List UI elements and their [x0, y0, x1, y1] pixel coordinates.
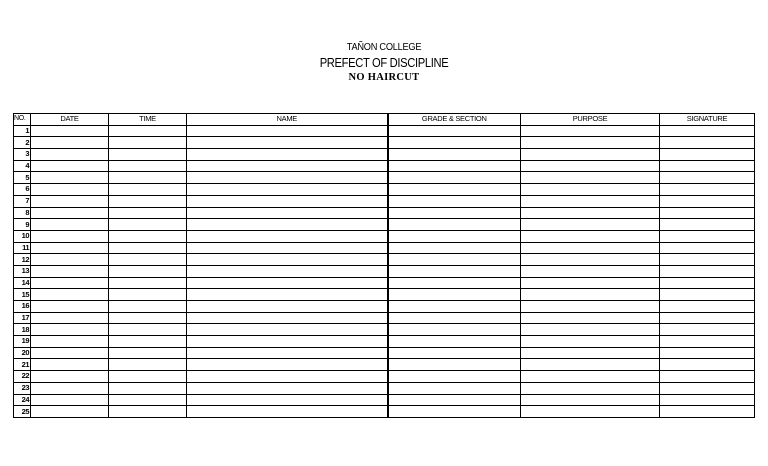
row-number: 8 [14, 207, 31, 219]
log-body [14, 125, 755, 417]
cell-purpose[interactable] [521, 137, 660, 149]
cell-time[interactable] [109, 242, 187, 254]
row-number: 23 [14, 382, 31, 394]
col-header-no: NO. [14, 114, 31, 126]
cell-time[interactable] [109, 324, 187, 336]
table-row [14, 289, 755, 301]
cell-purpose[interactable] [521, 382, 660, 394]
cell-purpose[interactable] [521, 195, 660, 207]
office-name: PREFECT OF DISCIPLINE [319, 55, 449, 70]
cell-purpose[interactable] [521, 301, 660, 313]
table-row [14, 301, 755, 313]
cell-name[interactable] [187, 125, 388, 137]
table-row [14, 184, 755, 196]
cell-date[interactable] [31, 382, 109, 394]
cell-time[interactable] [109, 312, 187, 324]
row-number: 1 [14, 125, 31, 137]
cell-date[interactable] [31, 172, 109, 184]
col-header-signature: SIGNATURE [660, 114, 755, 126]
table-row [14, 371, 755, 383]
cell-name[interactable] [187, 277, 388, 289]
cell-purpose[interactable] [521, 312, 660, 324]
row-number: 13 [14, 265, 31, 277]
table-row [14, 160, 755, 172]
row-number: 3 [14, 149, 31, 161]
cell-purpose[interactable] [521, 265, 660, 277]
row-number: 25 [14, 406, 31, 418]
cell-purpose[interactable] [521, 336, 660, 348]
cell-purpose[interactable] [521, 254, 660, 266]
cell-grade-section[interactable] [388, 207, 521, 219]
cell-name[interactable] [187, 184, 388, 196]
cell-date[interactable] [31, 230, 109, 242]
cell-grade-section[interactable] [388, 324, 521, 336]
cell-purpose[interactable] [521, 347, 660, 359]
cell-date[interactable] [31, 195, 109, 207]
cell-time[interactable] [109, 149, 187, 161]
row-number: 5 [14, 172, 31, 184]
cell-date[interactable] [31, 324, 109, 336]
cell-signature[interactable] [660, 394, 755, 406]
cell-grade-section[interactable] [388, 242, 521, 254]
cell-time[interactable] [109, 406, 187, 418]
cell-purpose[interactable] [521, 277, 660, 289]
cell-time[interactable] [109, 219, 187, 231]
cell-name[interactable] [187, 242, 388, 254]
cell-date[interactable] [31, 336, 109, 348]
col-header-date: DATE [31, 114, 109, 126]
cell-purpose[interactable] [521, 242, 660, 254]
table-row [14, 149, 755, 161]
cell-purpose[interactable] [521, 125, 660, 137]
cell-time[interactable] [109, 125, 187, 137]
cell-date[interactable] [31, 406, 109, 418]
cell-signature[interactable] [660, 207, 755, 219]
cell-purpose[interactable] [521, 160, 660, 172]
cell-date[interactable] [31, 359, 109, 371]
cell-time[interactable] [109, 265, 187, 277]
row-number: 17 [14, 312, 31, 324]
cell-signature[interactable] [660, 371, 755, 383]
cell-signature[interactable] [660, 219, 755, 231]
cell-signature[interactable] [660, 137, 755, 149]
table-row [14, 219, 755, 231]
cell-date[interactable] [31, 137, 109, 149]
cell-date[interactable] [31, 149, 109, 161]
table-row [14, 172, 755, 184]
cell-name[interactable] [187, 301, 388, 313]
cell-time[interactable] [109, 301, 187, 313]
cell-grade-section[interactable] [388, 277, 521, 289]
cell-date[interactable] [31, 371, 109, 383]
cell-signature[interactable] [660, 359, 755, 371]
cell-grade-section[interactable] [388, 301, 521, 313]
cell-signature[interactable] [660, 242, 755, 254]
cell-purpose[interactable] [521, 149, 660, 161]
cell-grade-section[interactable] [388, 382, 521, 394]
cell-time[interactable] [109, 347, 187, 359]
cell-grade-section[interactable] [388, 184, 521, 196]
cell-name[interactable] [187, 359, 388, 371]
col-header-time: TIME [109, 114, 187, 126]
cell-time[interactable] [109, 382, 187, 394]
cell-date[interactable] [31, 312, 109, 324]
cell-signature[interactable] [660, 324, 755, 336]
cell-date[interactable] [31, 301, 109, 313]
cell-grade-section[interactable] [388, 312, 521, 324]
cell-purpose[interactable] [521, 207, 660, 219]
table-row [14, 137, 755, 149]
cell-date[interactable] [31, 277, 109, 289]
table-row [14, 336, 755, 348]
cell-signature[interactable] [660, 125, 755, 137]
cell-time[interactable] [109, 160, 187, 172]
table-row [14, 207, 755, 219]
cell-signature[interactable] [660, 312, 755, 324]
table-row [14, 265, 755, 277]
table-row [14, 347, 755, 359]
row-number: 4 [14, 160, 31, 172]
cell-signature[interactable] [660, 195, 755, 207]
row-number: 6 [14, 184, 31, 196]
cell-purpose[interactable] [521, 359, 660, 371]
cell-grade-section[interactable] [388, 336, 521, 348]
table-row [14, 382, 755, 394]
cell-grade-section[interactable] [388, 137, 521, 149]
log-table [13, 113, 755, 418]
cell-date[interactable] [31, 394, 109, 406]
cell-purpose[interactable] [521, 371, 660, 383]
row-number: 21 [14, 359, 31, 371]
col-header-purpose: PURPOSE [521, 114, 660, 126]
table-row [14, 312, 755, 324]
table-row [14, 406, 755, 418]
cell-name[interactable] [187, 219, 388, 231]
row-number: 9 [14, 219, 31, 231]
cell-name[interactable] [187, 371, 388, 383]
form-title: NO HAIRCUT [348, 72, 420, 83]
cell-name[interactable] [187, 172, 388, 184]
cell-time[interactable] [109, 230, 187, 242]
row-number: 10 [14, 230, 31, 242]
cell-date[interactable] [31, 242, 109, 254]
cell-signature[interactable] [660, 172, 755, 184]
cell-date[interactable] [31, 125, 109, 137]
cell-time[interactable] [109, 277, 187, 289]
cell-grade-section[interactable] [388, 394, 521, 406]
cell-signature[interactable] [660, 406, 755, 418]
cell-name[interactable] [187, 347, 388, 359]
col-header-name: NAME [187, 114, 388, 126]
cell-name[interactable] [187, 265, 388, 277]
cell-signature[interactable] [660, 265, 755, 277]
cell-name[interactable] [187, 289, 388, 301]
cell-grade-section[interactable] [388, 265, 521, 277]
cell-name[interactable] [187, 160, 388, 172]
cell-signature[interactable] [660, 277, 755, 289]
cell-grade-section[interactable] [388, 371, 521, 383]
cell-name[interactable] [187, 312, 388, 324]
cell-grade-section[interactable] [388, 289, 521, 301]
row-number: 19 [14, 336, 31, 348]
cell-time[interactable] [109, 207, 187, 219]
table-row [14, 359, 755, 371]
row-number: 20 [14, 347, 31, 359]
row-number: 14 [14, 277, 31, 289]
cell-grade-section[interactable] [388, 172, 521, 184]
cell-signature[interactable] [660, 336, 755, 348]
table-row [14, 324, 755, 336]
cell-name[interactable] [187, 336, 388, 348]
cell-purpose[interactable] [521, 324, 660, 336]
cell-time[interactable] [109, 394, 187, 406]
cell-name[interactable] [187, 406, 388, 418]
header-row [14, 114, 755, 126]
cell-name[interactable] [187, 149, 388, 161]
cell-signature[interactable] [660, 347, 755, 359]
table-row [14, 254, 755, 266]
cell-grade-section[interactable] [388, 125, 521, 137]
cell-date[interactable] [31, 347, 109, 359]
cell-signature[interactable] [660, 289, 755, 301]
cell-time[interactable] [109, 336, 187, 348]
row-number: 11 [14, 242, 31, 254]
cell-time[interactable] [109, 371, 187, 383]
cell-name[interactable] [187, 254, 388, 266]
cell-grade-section[interactable] [388, 347, 521, 359]
cell-signature[interactable] [660, 149, 755, 161]
table-row [14, 125, 755, 137]
cell-signature[interactable] [660, 301, 755, 313]
cell-purpose[interactable] [521, 406, 660, 418]
cell-purpose[interactable] [521, 394, 660, 406]
cell-date[interactable] [31, 289, 109, 301]
cell-grade-section[interactable] [388, 160, 521, 172]
cell-date[interactable] [31, 219, 109, 231]
cell-date[interactable] [31, 265, 109, 277]
cell-grade-section[interactable] [388, 359, 521, 371]
cell-time[interactable] [109, 359, 187, 371]
cell-grade-section[interactable] [388, 149, 521, 161]
cell-signature[interactable] [660, 160, 755, 172]
cell-grade-section[interactable] [388, 195, 521, 207]
cell-purpose[interactable] [521, 172, 660, 184]
cell-name[interactable] [187, 230, 388, 242]
cell-grade-section[interactable] [388, 219, 521, 231]
table-row [14, 394, 755, 406]
cell-date[interactable] [31, 207, 109, 219]
table-row [14, 242, 755, 254]
cell-signature[interactable] [660, 254, 755, 266]
cell-time[interactable] [109, 195, 187, 207]
row-number: 7 [14, 195, 31, 207]
table-row [14, 277, 755, 289]
col-header-grade-section: GRADE & SECTION [388, 114, 521, 126]
cell-name[interactable] [187, 195, 388, 207]
cell-time[interactable] [109, 137, 187, 149]
cell-date[interactable] [31, 160, 109, 172]
cell-time[interactable] [109, 184, 187, 196]
cell-name[interactable] [187, 382, 388, 394]
cell-name[interactable] [187, 324, 388, 336]
cell-grade-section[interactable] [388, 406, 521, 418]
row-number: 2 [14, 137, 31, 149]
cell-purpose[interactable] [521, 184, 660, 196]
row-number: 16 [14, 301, 31, 313]
cell-time[interactable] [109, 289, 187, 301]
cell-grade-section[interactable] [388, 254, 521, 266]
cell-purpose[interactable] [521, 289, 660, 301]
cell-name[interactable] [187, 394, 388, 406]
cell-signature[interactable] [660, 184, 755, 196]
cell-name[interactable] [187, 207, 388, 219]
cell-signature[interactable] [660, 230, 755, 242]
cell-grade-section[interactable] [388, 230, 521, 242]
cell-time[interactable] [109, 254, 187, 266]
row-number: 15 [14, 289, 31, 301]
row-number: 12 [14, 254, 31, 266]
cell-name[interactable] [187, 137, 388, 149]
cell-signature[interactable] [660, 382, 755, 394]
row-number: 24 [14, 394, 31, 406]
cell-time[interactable] [109, 172, 187, 184]
cell-purpose[interactable] [521, 219, 660, 231]
cell-date[interactable] [31, 254, 109, 266]
table-row [14, 230, 755, 242]
cell-date[interactable] [31, 184, 109, 196]
row-number: 22 [14, 371, 31, 383]
row-number: 18 [14, 324, 31, 336]
college-name: TAÑON COLLEGE [346, 41, 422, 53]
cell-purpose[interactable] [521, 230, 660, 242]
table-row [14, 195, 755, 207]
